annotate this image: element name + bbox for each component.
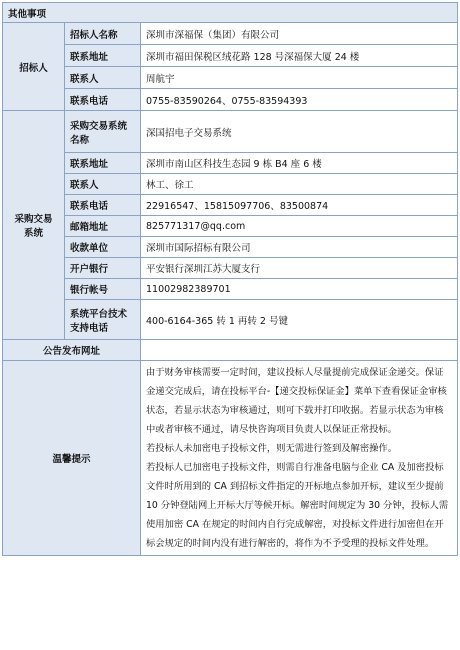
tips-content [141,361,458,556]
row-label: 联系地址 [65,45,141,67]
row-value: 平安银行深圳江苏大厦支行 [141,258,458,279]
row-label: 邮箱地址 [65,216,141,237]
table-row [3,340,458,361]
row-label: 联系电话 [65,195,141,216]
row-label: 联系人 [65,67,141,89]
row-value: 0755-83590264、0755-83594393 [141,89,458,111]
tips-paragraph: 由于财务审核需要一定时间，建议投标人尽量提前完成保证金递交。保证金递交完成后，请在投标平台-【递交投标保证金】菜单下查看保证金审核状态，若显示状态为审核通过，则可下载并打印收据。若显示状态为审核中或者审核不通过，请尽快咨询项目负责人以保证正常投标。 [146,367,447,435]
row-value: 深圳市深福保（集团）有限公司 [141,23,458,45]
row-value: 11002982389701 [141,279,458,300]
table-row [3,279,458,300]
row-label: 银行帐号 [65,279,141,300]
table-row [3,258,458,279]
table-row [3,153,458,174]
notice-url-label: 公告发布网址 [3,340,141,361]
row-value: 周航宇 [141,67,458,89]
group-label-bidder: 招标人 [3,23,65,111]
row-value: 林工、徐工 [141,174,458,195]
row-value: 深圳市福田保税区绒花路 128 号深福保大厦 24 楼 [141,45,458,67]
notice-url-value [141,340,458,361]
row-label: 联系电话 [65,89,141,111]
row-value: 深圳市国际招标有限公司 [141,237,458,258]
table-row [3,195,458,216]
table-row [3,174,458,195]
tips-paragraph: 若投标人已加密电子投标文件，则需自行准备电脑与企业 CA 及加密投标文件时所用到的 CA 到招标文件指定的开标地点参加开标，建议至少提前 10 分钟登陆网上开标大厅等候开标。解密时间规定为 30 分钟，投标人需使用加密 CA 在规定的时间内自行完成解密，对投标文件进行加密但在开标会规定的时间内没有进行解密的，将作为不予受理的投标文件处理。 [146,462,449,549]
row-value: 400-6164-365 转 1 再转 2 号键 [141,300,458,340]
row-value: 深圳市南山区科技生态园 9 栋 B4 座 6 楼 [141,153,458,174]
table-row [3,111,458,153]
table-row [3,89,458,111]
group-label-system [3,111,65,340]
group-label-line: 系统 [23,228,43,239]
table-row [3,23,458,45]
row-label: 招标人名称 [65,23,141,45]
row-label: 联系地址 [65,153,141,174]
tips-label: 温馨提示 [3,361,141,556]
tips-row [3,361,458,556]
row-label: 系统平台技术支持电话 [65,300,141,340]
table-row [3,237,458,258]
table-row [3,300,458,340]
info-table [2,2,458,556]
row-label: 采购交易系统名称 [65,111,141,153]
group-label-line: 采购交易 [14,214,53,225]
email-value: 825771317@qq.com [141,216,458,237]
other-matters-row [3,3,458,23]
row-label: 联系人 [65,174,141,195]
table-row [3,45,458,67]
row-value: 22916547、15815097706、83500874 [141,195,458,216]
table-row [3,216,458,237]
row-value: 深国招电子交易系统 [141,111,458,153]
table-row [3,67,458,89]
row-label: 开户银行 [65,258,141,279]
row-label: 收款单位 [65,237,141,258]
section-title-other: 其他事项 [3,3,458,23]
tips-paragraph: 若投标人未加密电子投标文件，则无需进行签到及解密操作。 [146,443,398,454]
